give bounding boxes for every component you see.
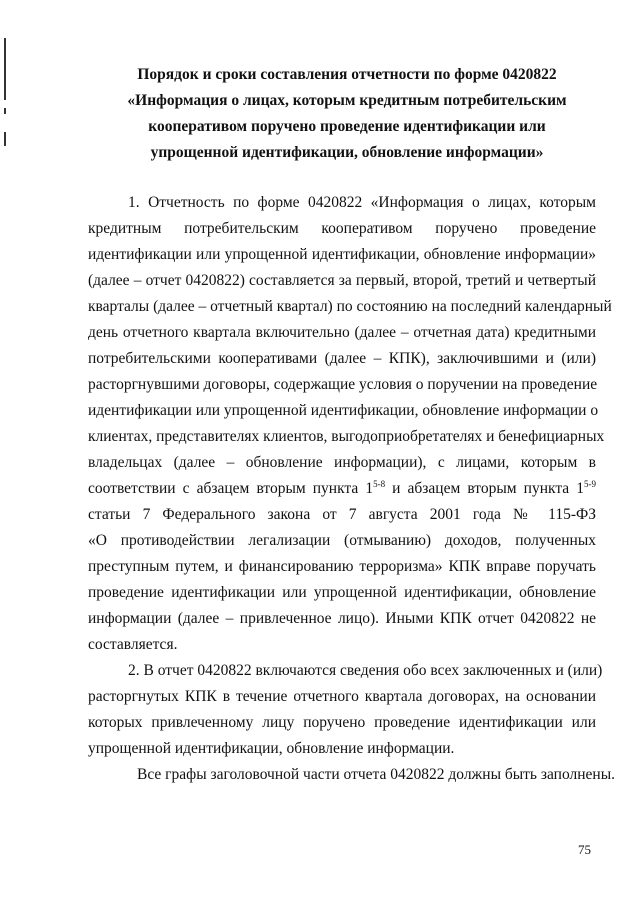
text-line: проведение идентификации или упрощенной идентификации, обновление <box>88 584 596 601</box>
document-title <box>0 62 640 166</box>
text-line: клиентах, представителях клиентов, выгодоприобретателях и бенефициарных <box>88 428 605 445</box>
text-line: потребительскими кооперативами (далее – КПК), заключившими и (или) <box>88 350 596 367</box>
paragraph-1 <box>88 190 612 658</box>
text-line <box>88 476 596 502</box>
paragraph-2 <box>88 658 603 762</box>
superscript: 5-8 <box>373 479 386 489</box>
text-line: 2. В отчет 0420822 включаются сведения обо всех заключенных и (или) <box>128 662 603 679</box>
text-line: 1. Отчетность по форме 0420822 «Информация о лицах, которым <box>128 194 596 211</box>
title-line: «Информация о лицах, которым кредитным потребительским <box>127 92 567 109</box>
text-line: информации (далее – привлеченное лицо). Иными КПК отчет 0420822 не <box>88 610 596 627</box>
document-body <box>88 190 616 788</box>
paragraph-3 <box>88 762 616 788</box>
page-number: 75 <box>578 842 591 857</box>
text-line: преступным путем, и финансированию терроризма» КПК вправе поручать <box>88 558 596 575</box>
title-line: упрощенной идентификации, обновление информации» <box>150 144 544 161</box>
text-line: статьи 7 Федерального закона от 7 августа 2001 года № 115-ФЗ <box>88 506 596 523</box>
text-line: которых привлеченному лицу поручено проведение идентификации или <box>88 714 596 731</box>
text-line: расторгнувшими договоры, содержащие условия о поручении на проведение <box>88 376 598 393</box>
text-line: кварталы (далее – отчетный квартал) по состоянию на последний календарный <box>88 298 612 315</box>
text-line: (далее – отчет 0420822) составляется за первый, второй, третий и четвертый <box>88 272 596 289</box>
superscript: 5-9 <box>584 479 596 489</box>
title-line: Порядок и сроки составления отчетности по форме 0420822 <box>137 66 557 83</box>
text-line: упрощенной идентификации, обновление информации. <box>88 740 455 757</box>
text-line: идентификации или упрощенной идентификации, обновление информации» <box>88 246 596 263</box>
title-line: кооперативом поручено проведение идентификации или <box>148 118 546 135</box>
text-line: Все графы заголовочной части отчета 0420822 должны быть заполнены. <box>137 766 616 783</box>
text-line: идентификации или упрощенной идентификации, обновление информации о <box>88 402 599 419</box>
text-line: кредитным потребительским кооперативом поручено проведение <box>88 220 596 237</box>
text-fragment: соответствии с абзацем вторым пункта 1 <box>88 480 374 497</box>
text-line: составляется. <box>88 636 178 653</box>
text-line: владельцах (далее – обновление информации), с лицами, которым в <box>88 454 596 471</box>
text-line: «О противодействии легализации (отмыванию) доходов, полученных <box>88 532 596 549</box>
text-line: расторгнутых КПК в течение отчетного квартала договорах, на основании <box>88 688 596 705</box>
text-fragment: и абзацем вторым пункта 1 <box>385 480 584 497</box>
text-line: день отчетного квартала включительно (далее – отчетная дата) кредитными <box>88 324 596 341</box>
